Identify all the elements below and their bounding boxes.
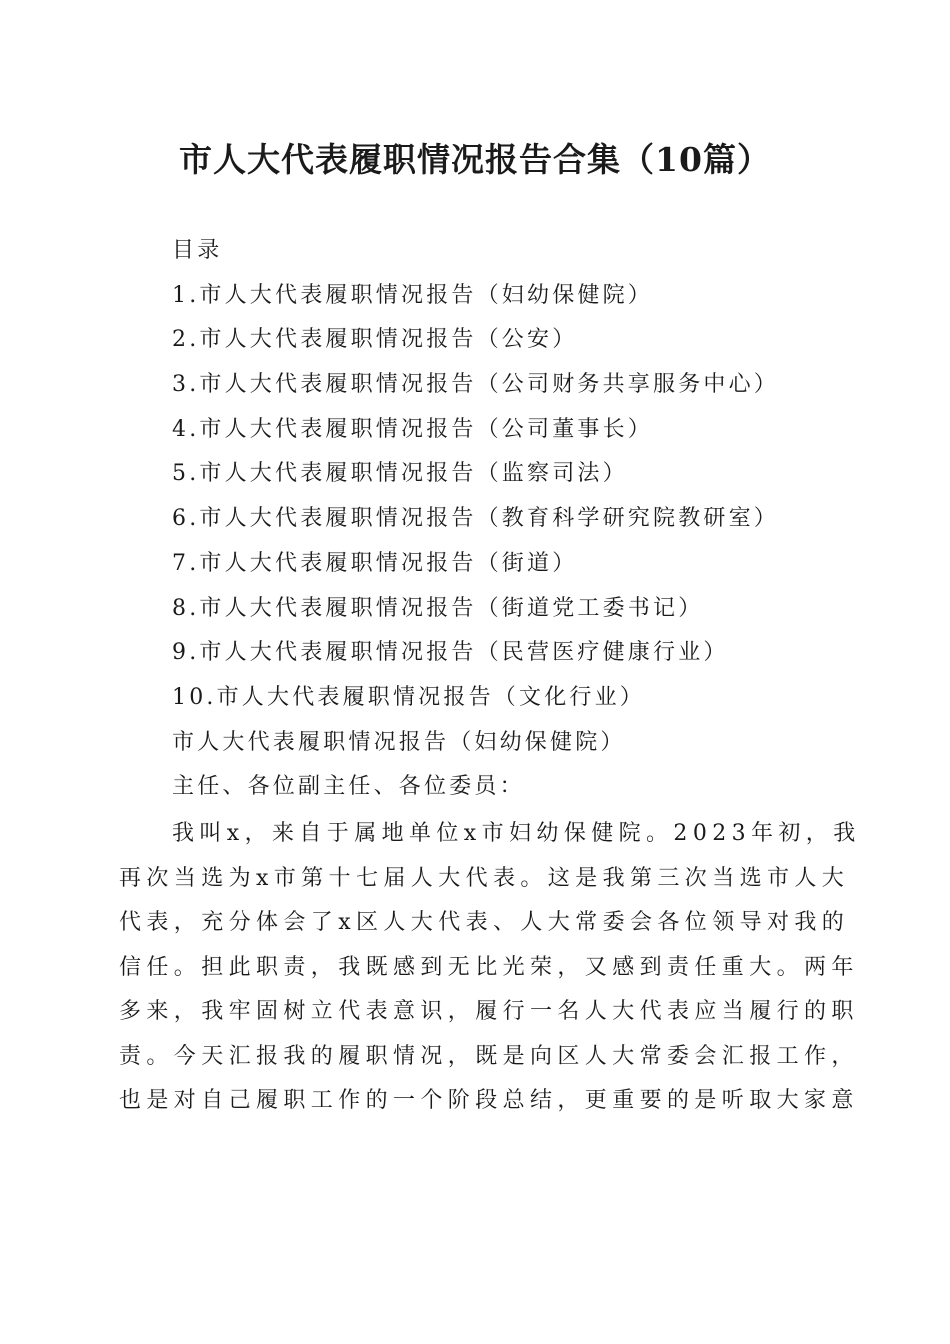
paragraph-line: 也是对自己履职工作的一个阶段总结，更重要的是听取大家意 — [119, 1088, 859, 1113]
paragraph-line: 再次当选为x市第十七届人大代表。这是我第三次当选市人大 — [119, 865, 850, 891]
salutation: 主任、各位副主任、各位委员： — [172, 774, 525, 800]
paragraph-line: 信任。担此职责，我既感到无比光荣，又感到责任重大。两年 — [119, 954, 859, 980]
toc-item: 7.市人大代表履职情况报告（街道） — [172, 550, 578, 576]
paragraph-line: 我叫x，来自于属地单位x市妇幼保健院。2023年初，我 — [172, 821, 861, 846]
toc-item: 1.市人大代表履职情况报告（妇幼保健院） — [172, 282, 653, 308]
paragraph-line: 责。今天汇报我的履职情况，既是向区人大常委会汇报工作， — [119, 1043, 859, 1069]
section-title: 市人大代表履职情况报告（妇幼保健院） — [172, 729, 626, 755]
toc-item: 6.市人大代表履职情况报告（教育科学研究院教研室） — [172, 506, 779, 532]
body-paragraph — [119, 812, 861, 1124]
toc-item: 2.市人大代表履职情况报告（公安） — [172, 327, 578, 353]
toc-item: 4.市人大代表履职情况报告（公司董事长） — [172, 416, 653, 442]
paragraph-line: 多来，我牢固树立代表意识，履行一名人大代表应当履行的职 — [119, 999, 859, 1024]
table-of-contents — [172, 229, 852, 810]
toc-item: 5.市人大代表履职情况报告（监察司法） — [172, 461, 628, 487]
paragraph-line: 代表，充分体会了x区人大代表、人大常委会各位领导对我的 — [119, 910, 850, 935]
toc-item: 10.市人大代表履职情况报告（文化行业） — [172, 684, 645, 710]
toc-item: 9.市人大代表履职情况报告（民营医疗健康行业） — [172, 640, 729, 666]
toc-item: 3.市人大代表履职情况报告（公司财务共享服务中心） — [172, 372, 779, 398]
toc-item: 8.市人大代表履职情况报告（街道党工委书记） — [172, 595, 704, 621]
document-title: 市人大代表履职情况报告合集（10篇） — [179, 140, 771, 179]
toc-heading: 目录 — [172, 238, 223, 263]
